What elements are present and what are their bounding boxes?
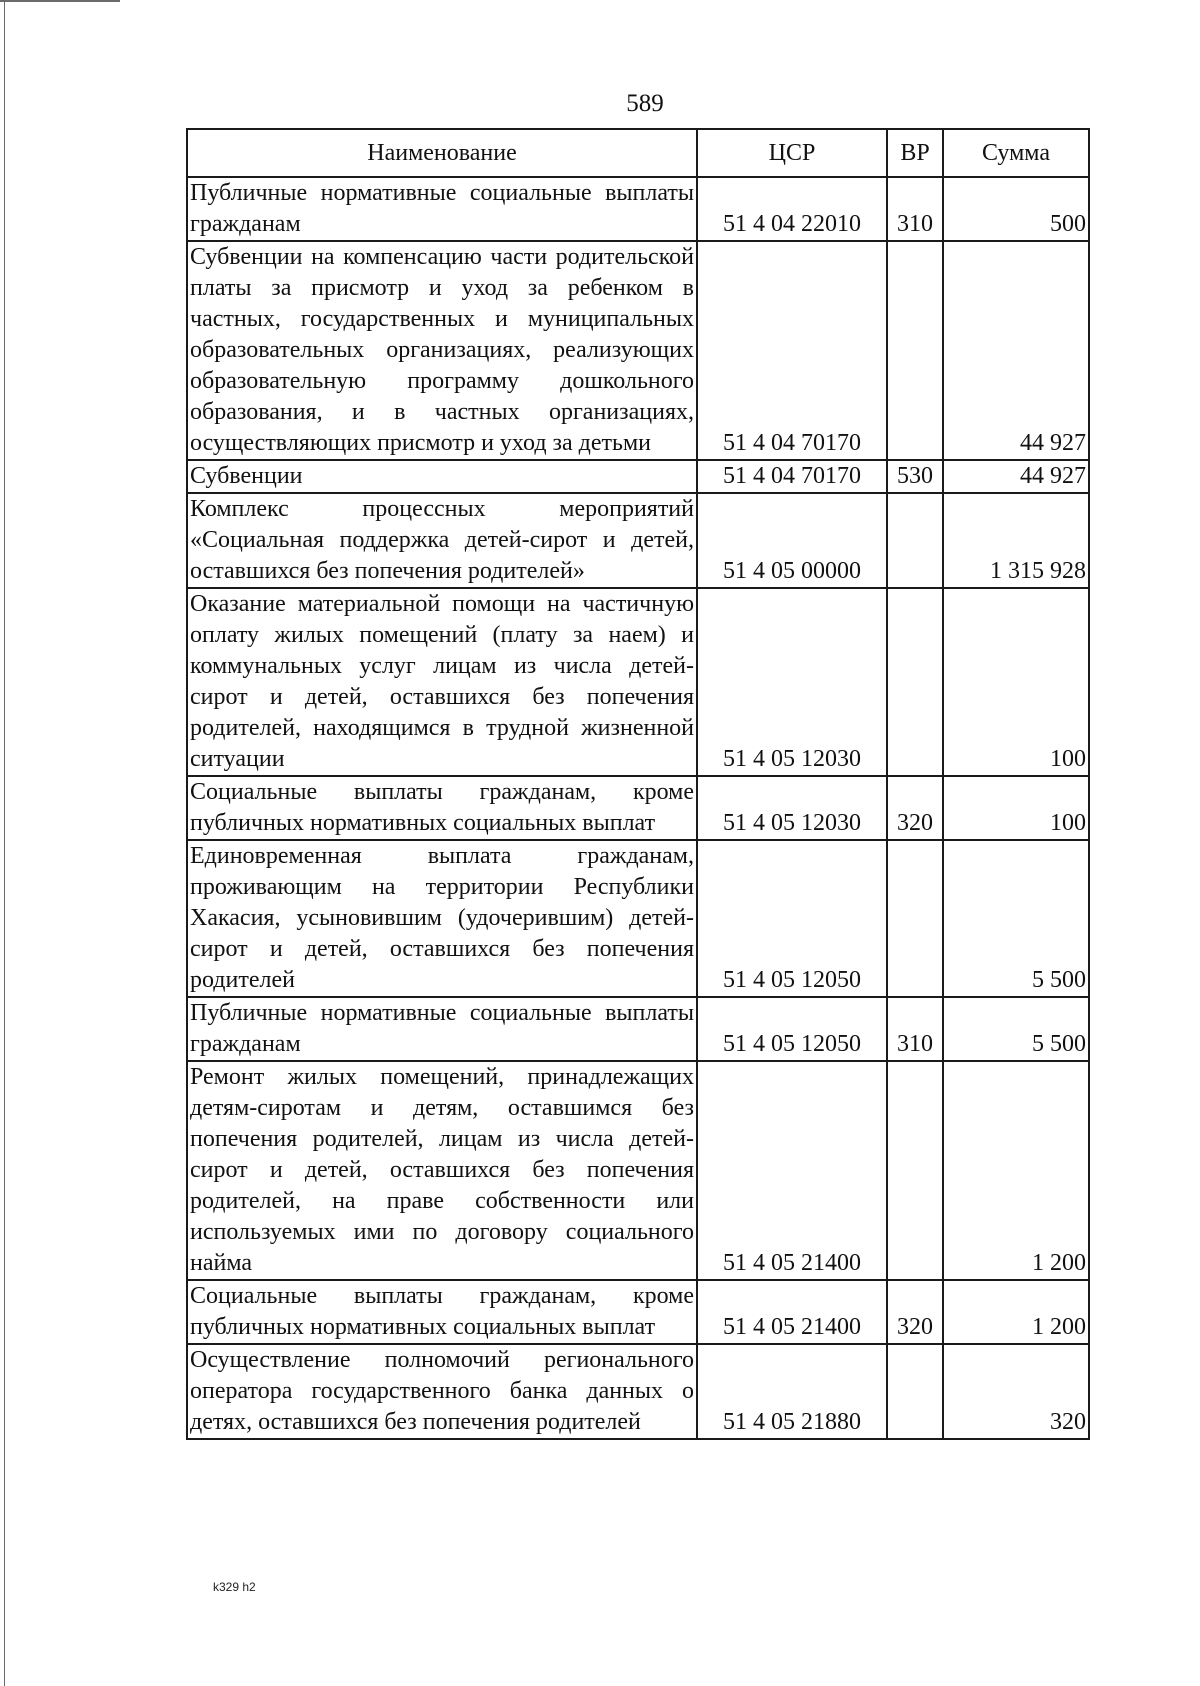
row-vr	[887, 1344, 943, 1439]
table-row	[187, 840, 1089, 997]
page-number: 589	[626, 90, 664, 117]
row-csr: 51 4 04 22010	[697, 177, 887, 241]
row-csr: 51 4 05 12050	[697, 997, 887, 1061]
row-name: Комплекс процессных мероприятий «Социальная поддержка детей-сирот и детей, оставшихся без попечения родителей»	[187, 493, 697, 588]
row-vr	[887, 493, 943, 588]
table-row	[187, 588, 1089, 776]
row-csr: 51 4 05 12030	[697, 588, 887, 776]
scan-edge-left	[4, 0, 5, 1686]
row-sum: 100	[943, 776, 1089, 840]
row-vr	[887, 1061, 943, 1280]
row-sum: 1 200	[943, 1061, 1089, 1280]
row-sum: 1 315 928	[943, 493, 1089, 588]
row-vr: 310	[887, 177, 943, 241]
header-vr: ВР	[887, 129, 943, 177]
row-name: Субвенции на компенсацию части родительской платы за присмотр и уход за ребенком в частных, государственных и муниципальных образовательных организациях, реализующих образовательную программу дошкольного образования, и в частных организациях, осуществляющих присмотр и уход за детьми	[187, 241, 697, 460]
table-row	[187, 460, 1089, 493]
row-name: Социальные выплаты гражданам, кроме публичных нормативных социальных выплат	[187, 1280, 697, 1344]
header-sum: Сумма	[943, 129, 1089, 177]
row-sum: 5 500	[943, 997, 1089, 1061]
row-name: Единовременная выплата гражданам, проживающим на территории Республики Хакасия, усыновившим (удочерившим) детей-сирот и детей, оставшихся без попечения родителей	[187, 840, 697, 997]
row-name: Публичные нормативные социальные выплаты гражданам	[187, 997, 697, 1061]
row-name: Ремонт жилых помещений, принадлежащих детям-сиротам и детям, оставшимся без попечения родителей, лицам из числа детей-сирот и детей, оставшихся без попечения родителей, на праве собственности или используемых ими по договору социального найма	[187, 1061, 697, 1280]
header-csr: ЦСР	[697, 129, 887, 177]
table-header-row	[187, 129, 1089, 177]
row-csr: 51 4 04 70170	[697, 241, 887, 460]
row-sum: 100	[943, 588, 1089, 776]
row-sum: 5 500	[943, 840, 1089, 997]
row-name: Оказание материальной помощи на частичную оплату жилых помещений (плату за наем) и коммунальных услуг лицам из числа детей-сирот и детей, оставшихся без попечения родителей, находящимся в трудной жизненной ситуации	[187, 588, 697, 776]
table-row	[187, 241, 1089, 460]
table-row	[187, 997, 1089, 1061]
row-sum: 1 200	[943, 1280, 1089, 1344]
row-sum: 44 927	[943, 460, 1089, 493]
row-sum: 500	[943, 177, 1089, 241]
row-name: Осуществление полномочий регионального оператора государственного банка данных о детях, оставшихся без попечения родителей	[187, 1344, 697, 1439]
row-csr: 51 4 05 21400	[697, 1061, 887, 1280]
row-csr: 51 4 05 21400	[697, 1280, 887, 1344]
budget-table	[186, 128, 1090, 1440]
row-sum: 44 927	[943, 241, 1089, 460]
row-vr: 310	[887, 997, 943, 1061]
row-name: Субвенции	[187, 460, 697, 493]
row-csr: 51 4 04 70170	[697, 460, 887, 493]
table-row	[187, 177, 1089, 241]
row-sum: 320	[943, 1344, 1089, 1439]
row-name: Социальные выплаты гражданам, кроме публичных нормативных социальных выплат	[187, 776, 697, 840]
row-csr: 51 4 05 21880	[697, 1344, 887, 1439]
row-vr	[887, 588, 943, 776]
row-vr: 320	[887, 1280, 943, 1344]
row-vr: 320	[887, 776, 943, 840]
row-vr: 530	[887, 460, 943, 493]
table-row	[187, 493, 1089, 588]
row-name: Публичные нормативные социальные выплаты гражданам	[187, 177, 697, 241]
row-vr	[887, 241, 943, 460]
scan-edge-top	[0, 0, 120, 2]
row-csr: 51 4 05 12050	[697, 840, 887, 997]
row-csr: 51 4 05 00000	[697, 493, 887, 588]
table-row	[187, 1344, 1089, 1439]
table-row	[187, 1280, 1089, 1344]
header-name: Наименование	[187, 129, 697, 177]
table-row	[187, 1061, 1089, 1280]
row-vr	[887, 840, 943, 997]
table-row	[187, 776, 1089, 840]
footer-code: k329 h2	[213, 1580, 256, 1594]
row-csr: 51 4 05 12030	[697, 776, 887, 840]
